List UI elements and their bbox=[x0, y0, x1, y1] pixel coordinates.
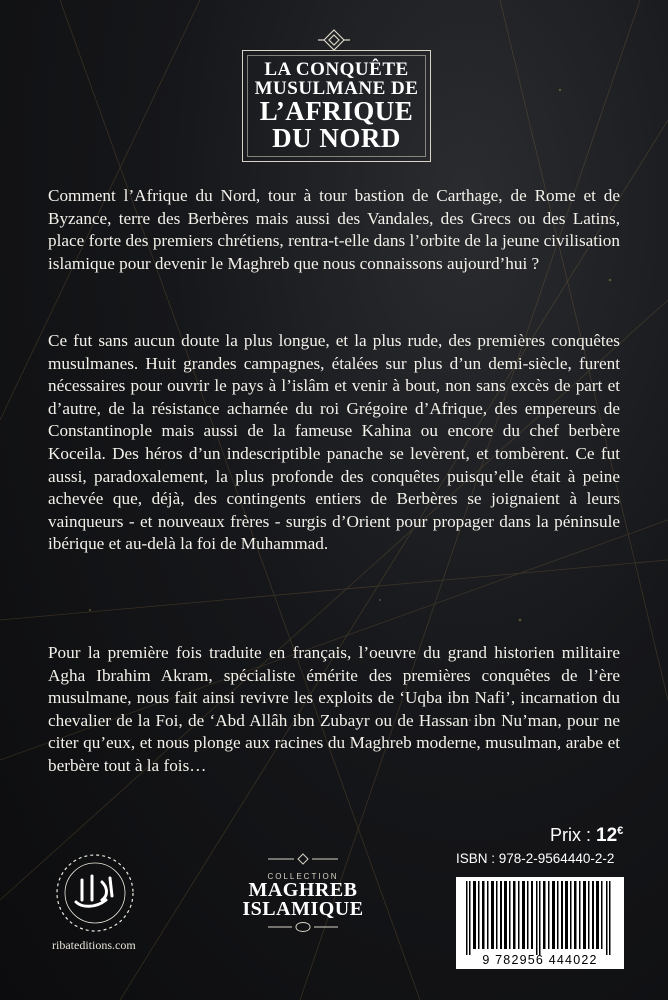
publisher-logo-icon bbox=[52, 850, 138, 936]
collection-name-line-2: ISLAMIQUE bbox=[242, 898, 364, 920]
price-amount: 12 bbox=[596, 825, 618, 846]
collection-name-line-1: MAGHREB bbox=[248, 879, 358, 901]
isbn-text: ISBN : 978-2-9564440-2-2 bbox=[456, 851, 615, 866]
description-paragraph-3: Pour la première fois traduite en français, l’oeuvre du grand historien militaire Agha Ibrahim Akram, spécialiste émérite des premières conquêtes de l’ère musulmane, nous fait ainsi revivre les exploits de ‘Uqba ibn Nafi’, incarnation du chevalier de la Foi, de ‘Abd Allâh ibn Zubayr ou de Hassan ibn Nu’man, pour ne citer qu’eux, et nous plonge aux racines du Maghreb moderne, musulman, arabe et berbère tout à la fois… bbox=[48, 643, 620, 775]
collection-ornament-top-icon bbox=[268, 853, 338, 865]
title-line-3: L’AFRIQUE bbox=[259, 96, 414, 126]
price-tag bbox=[550, 825, 623, 847]
price-label: Prix : bbox=[550, 825, 592, 845]
book-title-frame bbox=[242, 50, 431, 162]
description-paragraph-2: Ce fut sans aucun doute la plus longue, et la plus rude, des premières conquêtes musulmanes. Huit grandes campagnes, étalées sur plus d’un demi-siècle, furent nécessaires pour ouvrir le pays à l’islâm et venir à bout, non sans excès de part et d’autre, de la résistance acharnée du roi Grégoire d’Afrique, des empereurs de Constantinople mais aussi de la fameuse Kahina ou encore du chef berbère Koceila. Des héros d’un indescriptible panache se levèrent, et tombèrent. Ce fut aussi, paradoxalement, la plus profonde des conquêtes puisqu’elle était à peine achevée que, déjà, des contingents entiers de Berbères se joignaient à leurs vainqueurs - et nouveaux frères - surgis d’Orient pour propager dans la péninsule ibérique et au-delà la foi de Muhammad. bbox=[48, 331, 620, 554]
title-line-4: DU NORD bbox=[272, 123, 401, 153]
title-ornament-icon bbox=[318, 28, 350, 52]
collection-logo bbox=[228, 852, 378, 940]
barcode-digits: 9 782956 444022 bbox=[482, 953, 598, 967]
barcode bbox=[456, 877, 624, 969]
price-currency: € bbox=[617, 825, 624, 837]
publisher-website-link[interactable]: ribateditions.com bbox=[52, 938, 136, 952]
collection-label: COLLECTION bbox=[267, 872, 339, 881]
collection-ornament-bottom-icon bbox=[268, 919, 338, 935]
description-paragraph-1: Comment l’Afrique du Nord, tour à tour bastion de Carthage, de Rome et de Byzance, terre des Berbères mais aussi des Vandales, des Grecs ou des Latins, place forte des premiers chrétiens, rentra-t-elle dans l’orbite de la jeune civilisation islamique pour devenir le Maghreb que nous connaissons aujourd’hui ? bbox=[48, 186, 620, 273]
barcode-bars bbox=[456, 881, 624, 957]
title-line-2: MUSULMANE DE bbox=[254, 78, 419, 99]
title-line-1: LA CONQUÊTE bbox=[264, 59, 409, 80]
